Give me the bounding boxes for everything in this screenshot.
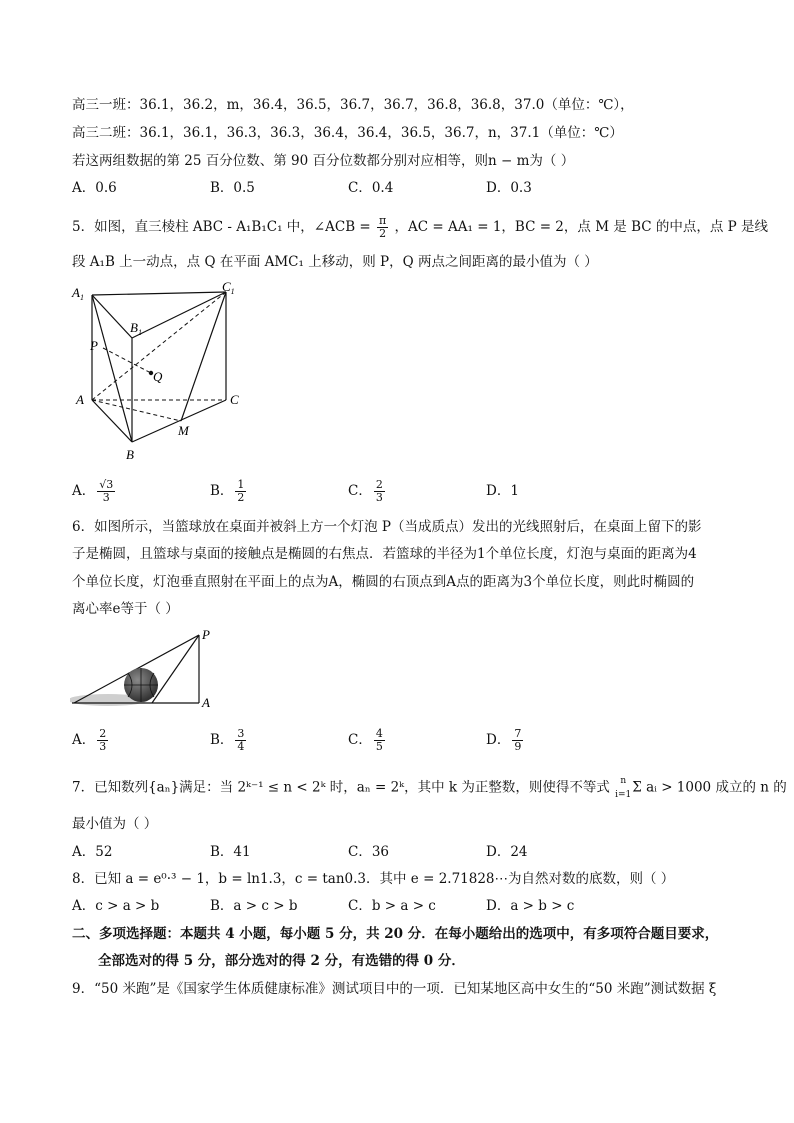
q5-prism-figure <box>68 280 248 465</box>
q6-option-d-den: 9 <box>514 740 522 753</box>
q5-label-m: M <box>178 423 189 438</box>
q6-label-p: P <box>202 627 210 642</box>
q5-option-c-den: 3 <box>375 491 383 504</box>
q5-option-b-fraction <box>235 479 246 504</box>
q6-basketball-figure <box>70 625 230 715</box>
q5-label-q: Q <box>153 369 163 384</box>
q6-option-b-den: 4 <box>237 740 245 753</box>
q5-label-b: B <box>126 447 134 462</box>
q7-line1-part-a: 7．已知数列{aₙ}满足：当 2ᵏ⁻¹ ≤ n < 2ᵏ 时，aₙ = 2ᵏ，其中 k 为正整数，则使得不等式 <box>72 779 610 796</box>
q6-option-a <box>72 728 110 753</box>
q7-option-a: A．52 <box>72 844 113 860</box>
q6-option-c-num: 4 <box>375 727 383 740</box>
q5-option-b-num: 1 <box>237 478 245 491</box>
q5-angle-num: π <box>379 214 387 227</box>
q5-label-a1: $A_1$ <box>72 285 84 302</box>
q5-line1-part-b: ，AC = AA₁ = 1，BC = 2，点 M 是 BC 的中点，点 P 是线 <box>394 219 769 235</box>
q4-line-class1: 高三一班：36.1，36.2，m，36.4，36.5，36.7，36.7，36.8，36.8，37.0（单位：℃）， <box>72 97 634 113</box>
q8-option-c: C．b > a > c <box>348 898 436 914</box>
q5-option-b-label: B． <box>210 483 234 499</box>
q7-option-c: C．36 <box>348 844 390 860</box>
q5-option-d <box>486 481 519 501</box>
q4-line-class2: 高三二班：36.1，36.1，36.3，36.3，36.4，36.4，36.5，36.7，n，37.1（单位：℃） <box>72 125 623 141</box>
q8-option-a: A．c > a > b <box>72 898 160 914</box>
q5-option-c-num: 2 <box>375 478 383 491</box>
q6-option-b <box>210 728 248 753</box>
q5-angle-fraction <box>377 215 388 240</box>
q5-option-a-den: 3 <box>102 491 110 504</box>
q6-option-a-fraction <box>97 728 108 753</box>
q6-line4: 离心率e等于（ ） <box>72 601 179 617</box>
q5-option-c-label: C． <box>348 483 372 499</box>
q7-line1-part-b: 成立的 n 的 <box>715 779 787 796</box>
q5-label-c1: $C_1$ <box>222 280 235 296</box>
q7-sum-bottom: i=1 <box>615 790 632 800</box>
q4-option-d: D．0.3 <box>486 180 532 196</box>
q5-option-c <box>348 479 387 504</box>
q4-option-b: B．0.5 <box>210 180 255 196</box>
q6-line1: 6．如图所示，当篮球放在桌面并被斜上方一个灯泡 P（当成质点）发出的光线照射后，在桌面上留下的影 <box>72 519 702 535</box>
q5-option-d-label: D． <box>486 483 511 499</box>
q7-sum-top: n <box>620 776 627 786</box>
q5-option-a-fraction <box>97 479 115 504</box>
q7-line2: 最小值为（ ） <box>72 816 158 832</box>
q7-option-d: D．24 <box>486 844 528 860</box>
q6-option-a-num: 2 <box>99 727 107 740</box>
q7-sum-expression: Σ aᵢ > 1000 <box>632 779 712 796</box>
q6-line2: 子是椭圆，且篮球与桌面的接触点是椭圆的右焦点．若篮球的半径为1个单位长度，灯泡与桌面的距离为4 <box>72 546 697 562</box>
q5-line1-part-a: 5．如图，直三棱柱 ABC - A₁B₁C₁ 中，∠ACB = <box>72 219 371 235</box>
q7-option-b: B．41 <box>210 844 251 860</box>
q6-option-c-label: C． <box>348 732 372 748</box>
q9-line1: 9．“50 米跑”是《国家学生体质健康标准》测试项目中的一项．已知某地区高中女生的“50 米跑”测试数据 ξ <box>72 981 717 997</box>
q6-option-a-den: 3 <box>99 740 107 753</box>
q5-angle-den: 2 <box>379 227 387 240</box>
section2-heading-line1: 二、多项选择题：本题共 4 小题，每小题 5 分，共 20 分．在每小题给出的选项中，有多项符合题目要求， <box>72 926 719 942</box>
q5-label-p: P <box>90 338 98 353</box>
q8-option-d: D．a > b > c <box>486 898 575 914</box>
q6-option-b-fraction <box>235 728 246 753</box>
q4-option-a: A．0.6 <box>72 180 117 196</box>
q7-sum-limits <box>615 776 631 800</box>
q5-option-a-num: √3 <box>99 478 114 491</box>
q5-option-b-den: 2 <box>237 491 245 504</box>
q6-option-c <box>348 728 387 753</box>
q6-option-b-label: B． <box>210 732 234 748</box>
q6-option-c-den: 5 <box>375 740 383 753</box>
q6-line3: 个单位长度，灯泡垂直照射在平面上的点为A，椭圆的右顶点到A点的距离为3个单位长度，则此时椭圆的 <box>72 574 695 590</box>
q4-question-text: 若这两组数据的第 25 百分位数、第 90 百分位数都分别对应相等，则n − m为（ ） <box>72 153 575 169</box>
q5-option-b <box>210 479 248 504</box>
q5-option-d-text: 1 <box>510 483 519 499</box>
q6-option-d-fraction <box>512 728 523 753</box>
q5-option-a-label: A． <box>72 483 96 499</box>
q5-option-a <box>72 479 117 504</box>
q6-option-b-num: 3 <box>237 727 245 740</box>
q5-label-c: C <box>230 392 239 407</box>
q5-line1 <box>72 215 768 240</box>
q5-label-a: A <box>76 392 84 407</box>
section2-heading-line2: 全部选对的得 5 分，部分选对的得 2 分，有选错的得 0 分． <box>98 953 465 969</box>
q6-option-d-label: D． <box>486 732 511 748</box>
q4-option-c: C．0.4 <box>348 180 394 196</box>
q6-option-d <box>486 728 525 753</box>
q6-option-c-fraction <box>374 728 385 753</box>
q6-option-d-num: 7 <box>514 727 522 740</box>
q6-label-a: A <box>202 695 210 710</box>
q5-option-c-fraction <box>374 479 385 504</box>
q8-line1: 8．已知 a = e⁰·³ − 1，b = ln1.3，c = tan0.3．其中 e = 2.71828⋯为自然对数的底数，则（ ） <box>72 871 675 887</box>
q6-option-a-label: A． <box>72 732 96 748</box>
q7-line1 <box>72 776 787 800</box>
q8-option-b: B．a > c > b <box>210 898 298 914</box>
q5-line2: 段 A₁B 上一动点，点 Q 在平面 AMC₁ 上移动，则 P，Q 两点之间距离的最小值为（ ） <box>72 254 598 270</box>
q5-label-b1: $B_1$ <box>130 320 142 337</box>
